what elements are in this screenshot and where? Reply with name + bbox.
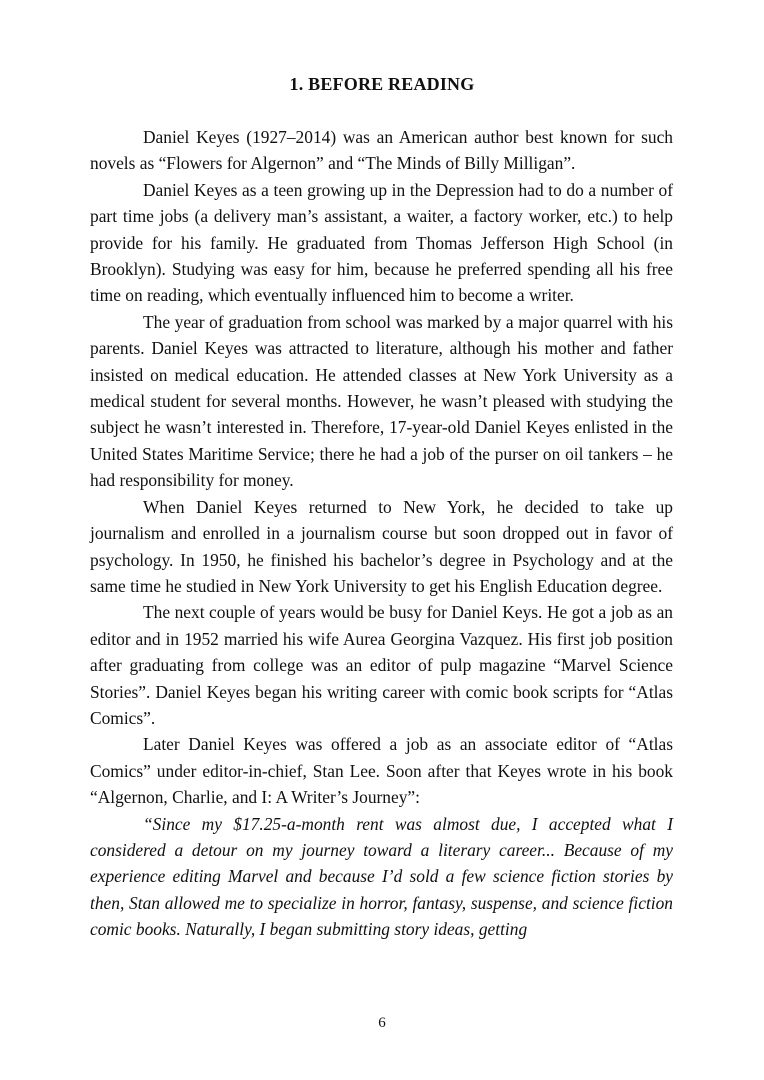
body-text — [90, 124, 673, 943]
paragraph-journalism: When Daniel Keyes returned to New York, he decided to take up journalism and enrolled in a journalism course but soon dropped out in favor of psychology. In 1950, he finished his bachelor’s degree in Psychology and at the same time he studied in New York University to get his English Education degree. — [90, 496, 673, 596]
paragraph-atlas-comics: Later Daniel Keyes was offered a job as an associate editor of “Atlas Comics” under editor-in-chief, Stan Lee. Soon after that Keyes wrote in his book “Algernon, Charlie, and I: A Writer’s Journey”: — [90, 734, 673, 808]
paragraph-intro: Daniel Keyes (1927–2014) was an American author best known for such novels as “Flowers for Algernon” and “The Minds of Billy Milligan”. — [90, 127, 673, 174]
paragraph-graduation: The year of graduation from school was marked by a major quarrel with his parents. Daniel Keyes was attracted to literature, although his mother and father insisted on medical education. He attended classes at New York University as a medical student for several months. However, he wasn’t pleased with studying the subject he wasn’t interested in. Therefore, 17-year-old Daniel Keyes enlisted in the United States Maritime Service; there he had a job of the purser on oil tankers – he had responsibility for money. — [90, 311, 673, 491]
section-heading: 1. BEFORE READING — [289, 74, 475, 94]
paragraph-career-start: The next couple of years would be busy for Daniel Keys. He got a job as an editor and in 1952 married his wife Aurea Georgina Vazquez. His first job position after graduating from college was an editor of pulp magazine “Marvel Science Stories”. Daniel Keyes began his writing career with comic book scripts for “Atlas Comics”. — [90, 602, 673, 728]
quote-paragraph: “Since my $17.25-a-month rent was almost due, I accepted what I considered a detour on my journey toward a literary career... Because of my experience editing Marvel and because I’d sold a few science fiction stories by then, Stan allowed me to specialize in horror, fantasy, suspense, and science fiction comic books. Naturally, I began submitting story ideas, getting — [90, 813, 673, 940]
page-number: 6 — [378, 1015, 386, 1031]
paragraph-early-life: Daniel Keyes as a teen growing up in the Depression had to do a number of part time jobs (a delivery man’s assistant, a waiter, a factory worker, etc.) to help provide for his family. He graduated from Thomas Jefferson High School (in Brooklyn). Studying was easy for him, because he preferred spending all his free time on reading, which eventually influenced him to become a writer. — [90, 179, 673, 306]
